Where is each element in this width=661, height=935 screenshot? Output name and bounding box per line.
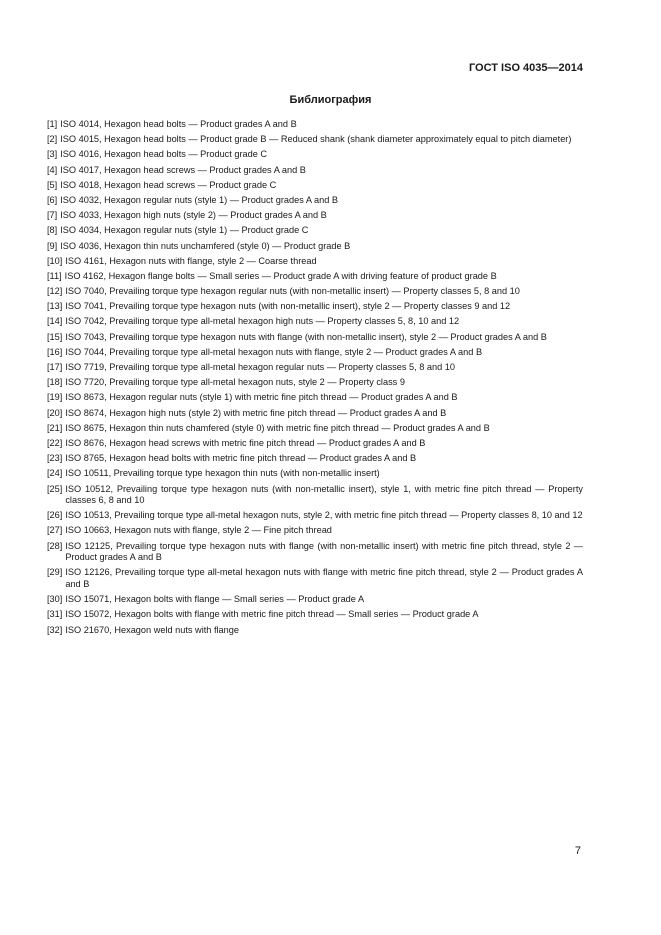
reference-text: ISO 7043, Prevailing torque type hexagon nuts with flange (with non-metallic insert), style 2 — Product grades A and B	[65, 331, 547, 342]
reference-text: ISO 4015, Hexagon head bolts — Product grade B — Reduced shank (shank diameter approximately equal to pitch diameter)	[60, 134, 572, 145]
reference-number: [9]	[47, 240, 58, 251]
bibliography-item	[47, 510, 583, 522]
reference-number: [32]	[47, 624, 63, 635]
bibliography-item	[47, 541, 583, 564]
reference-number: [21]	[47, 422, 63, 433]
bibliography-item	[47, 609, 583, 621]
reference-number: [10]	[47, 255, 63, 266]
reference-text: ISO 4161, Hexagon nuts with flange, style 2 — Coarse thread	[65, 255, 317, 266]
page-number: 7	[574, 845, 581, 857]
reference-text: ISO 4014, Hexagon head bolts — Product grades A and B	[60, 119, 297, 129]
bibliography-item	[47, 453, 583, 465]
reference-text: ISO 4162, Hexagon flange bolts — Small series — Product grade A with driving feature of product grade B	[64, 270, 497, 281]
bibliography-item	[47, 567, 583, 590]
reference-number: [1]	[47, 119, 58, 129]
reference-text: ISO 7719, Prevailing torque type all-metal hexagon regular nuts — Property classes 5, 8 and 10	[65, 362, 455, 372]
reference-number: [15]	[47, 331, 63, 342]
bibliography-item	[47, 423, 583, 435]
reference-text: ISO 12126, Prevailing torque type all-metal hexagon nuts with flange with metric fine pitch thread, style 2 — Product grades A and B	[65, 567, 583, 590]
bibliography-item	[47, 210, 583, 222]
bibliography-item	[47, 119, 583, 131]
reference-number: [26]	[47, 510, 63, 521]
bibliography-item	[47, 286, 583, 298]
reference-number: [22]	[47, 437, 63, 448]
bibliography-item	[47, 625, 583, 637]
reference-text: ISO 7040, Prevailing torque type hexagon regular nuts (with non-metallic insert) — Property classes 5, 8 and 10	[65, 286, 520, 297]
reference-text: ISO 10511, Prevailing torque type hexagon thin nuts (with non-metallic insert)	[65, 468, 380, 479]
bibliography-item	[47, 362, 583, 374]
reference-number: [27]	[47, 525, 63, 536]
reference-text: ISO 8765, Hexagon head bolts with metric fine pitch thread — Product grades A and B	[65, 453, 417, 464]
reference-number: [24]	[47, 468, 63, 479]
bibliography-item	[47, 525, 583, 537]
bibliography-item	[47, 392, 583, 404]
reference-text: ISO 15072, Hexagon bolts with flange with metric fine pitch thread — Small series — Product grade A	[65, 609, 479, 620]
reference-text: ISO 4036, Hexagon thin nuts unchamfered (style 0) — Product grade B	[60, 240, 351, 251]
reference-text: ISO 8674, Hexagon high nuts (style 2) with metric fine pitch thread — Product grades A and B	[65, 407, 447, 418]
reference-number: [5]	[47, 179, 58, 190]
bibliography-item	[47, 316, 583, 328]
reference-number: [11]	[47, 270, 62, 281]
reference-text: ISO 10512, Prevailing torque type hexagon nuts (with non-metallic insert), style 1, with metric fine pitch thread — Property classes 6, 8 and 10	[65, 483, 583, 506]
reference-number: [31]	[47, 609, 63, 620]
bibliography-item	[47, 468, 583, 480]
document-code: ГОСТ ISO 4035—2014	[468, 62, 583, 74]
reference-number: [13]	[47, 301, 63, 312]
reference-text: ISO 4018, Hexagon head screws — Product grade C	[60, 179, 277, 190]
reference-text: ISO 10513, Prevailing torque type all-metal hexagon nuts, style 2, with metric fine pitch thread — Property classes 8, 10 and 12	[65, 510, 583, 521]
reference-text: ISO 7720, Prevailing torque type all-metal hexagon nuts, style 2 — Property class 9	[65, 377, 405, 388]
bibliography-item	[47, 332, 583, 344]
reference-text: ISO 4033, Hexagon high nuts (style 2) — Product grades A and B	[60, 210, 327, 221]
reference-text: ISO 8675, Hexagon thin nuts chamfered (style 0) with metric fine pitch thread — Product grades A and B	[65, 422, 490, 433]
bibliography-item	[47, 180, 583, 192]
reference-number: [28]	[47, 540, 63, 551]
reference-number: [7]	[47, 210, 58, 221]
reference-text: ISO 4032, Hexagon regular nuts (style 1) — Product grades A and B	[60, 194, 339, 205]
reference-text: ISO 8676, Hexagon head screws with metric fine pitch thread — Product grades A and B	[65, 437, 426, 448]
bibliography-item	[47, 347, 583, 359]
reference-text: ISO 7044, Prevailing torque type all-metal hexagon nuts with flange, style 2 — Product grades A and B	[65, 346, 483, 357]
bibliography-item	[47, 225, 583, 237]
reference-number: [17]	[47, 362, 63, 372]
reference-number: [3]	[47, 149, 58, 160]
reference-number: [20]	[47, 407, 63, 418]
bibliography-item	[47, 301, 583, 313]
bibliography-item	[47, 241, 583, 253]
reference-number: [6]	[47, 194, 58, 205]
bibliography-item	[47, 484, 583, 507]
bibliography-item	[47, 594, 583, 606]
reference-text: ISO 10663, Hexagon nuts with flange, style 2 — Fine pitch thread	[65, 525, 332, 536]
reference-text: ISO 7041, Prevailing torque type hexagon nuts (with non-metallic insert), style 2 — Property classes 9 and 12	[65, 301, 511, 312]
reference-number: [2]	[47, 134, 58, 145]
reference-number: [12]	[47, 286, 63, 297]
bibliography-list	[47, 119, 583, 640]
reference-text: ISO 15071, Hexagon bolts with flange — Small series — Product grade A	[65, 594, 365, 605]
bibliography-item	[47, 438, 583, 450]
bibliography-item	[47, 134, 583, 146]
reference-text: ISO 12125, Prevailing torque type hexagon nuts with flange (with non-metallic insert) with metric fine pitch thread, style 2 — Product grades A and B	[65, 540, 583, 563]
reference-number: [8]	[47, 225, 58, 236]
reference-number: [19]	[47, 392, 63, 403]
reference-text: ISO 4034, Hexagon regular nuts (style 1) — Product grade C	[60, 225, 309, 236]
reference-number: [23]	[47, 453, 63, 464]
reference-text: ISO 21670, Hexagon weld nuts with flange	[65, 624, 239, 635]
bibliography-item	[47, 165, 583, 177]
reference-number: [29]	[47, 567, 63, 578]
reference-number: [18]	[47, 377, 63, 388]
reference-number: [16]	[47, 346, 63, 357]
bibliography-item	[47, 256, 583, 268]
bibliography-item	[47, 271, 583, 283]
reference-text: ISO 8673, Hexagon regular nuts (style 1) with metric fine pitch thread — Product grades A and B	[65, 392, 458, 403]
reference-number: [4]	[47, 164, 58, 175]
reference-number: [30]	[47, 594, 63, 605]
reference-number: [14]	[47, 316, 63, 327]
bibliography-item	[47, 408, 583, 420]
bibliography-item	[47, 149, 583, 161]
reference-number: [25]	[47, 483, 63, 494]
reference-text: ISO 4016, Hexagon head bolts — Product grade C	[60, 149, 268, 160]
reference-text: ISO 7042, Prevailing torque type all-metal hexagon high nuts — Property classes 5, 8, 10 and 12	[65, 316, 460, 327]
bibliography-item	[47, 195, 583, 207]
bibliography-item	[47, 377, 583, 389]
page-title: Библиография	[289, 94, 372, 106]
reference-text: ISO 4017, Hexagon head screws — Product grades A and B	[60, 164, 306, 175]
